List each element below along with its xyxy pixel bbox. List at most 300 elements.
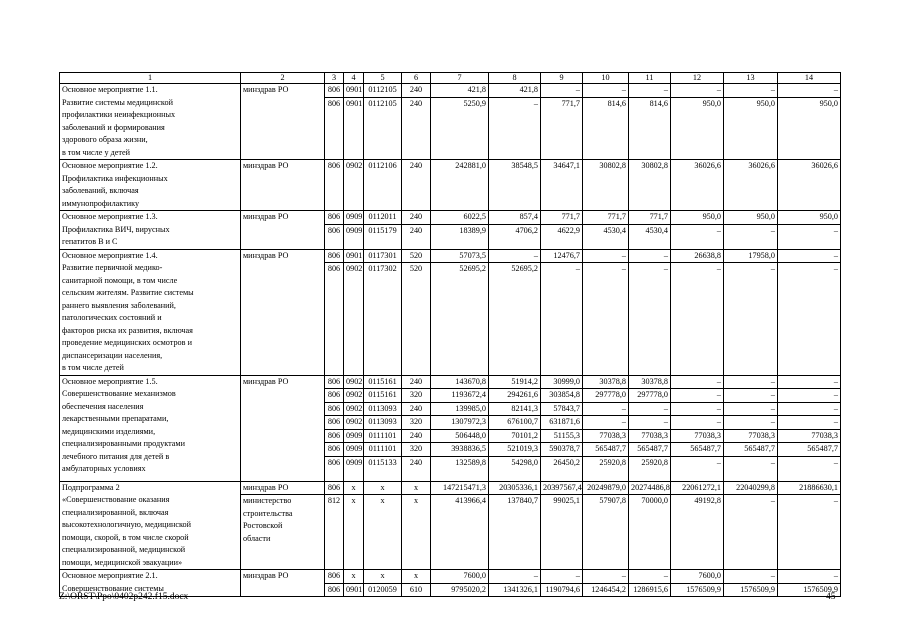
column-number-cell: 13 — [724, 73, 778, 84]
value-cell: – — [778, 402, 841, 416]
value-cell: 57907,8 — [583, 495, 629, 570]
value-cell: x — [364, 570, 402, 584]
value-cell: 4706,2 — [489, 224, 541, 249]
value-cell: 520 — [402, 263, 431, 376]
value-cell: x — [344, 495, 364, 570]
value-cell: – — [778, 570, 841, 584]
value-cell: 242881,0 — [431, 160, 489, 211]
value-cell: – — [724, 495, 778, 570]
description-line: факторов риска их развития, включая — [62, 325, 193, 335]
description-line: медицинскими изделиями, — [62, 426, 156, 436]
value-cell: 320 — [402, 416, 431, 430]
column-number-cell: 4 — [344, 73, 364, 84]
value-cell: 132589,8 — [431, 456, 489, 481]
value-cell: – — [778, 249, 841, 263]
value-cell: 0111101 — [364, 429, 402, 443]
value-cell: 7600,0 — [671, 570, 724, 584]
value-cell: 0112011 — [364, 211, 402, 225]
description-line: раннего выявления заболеваний, — [62, 300, 176, 310]
value-cell: – — [778, 263, 841, 376]
value-cell: 18389,9 — [431, 224, 489, 249]
value-cell: 49192,8 — [671, 495, 724, 570]
value-cell: 1286915,6 — [629, 583, 671, 597]
value-cell: 297778,0 — [629, 389, 671, 403]
value-cell: 950,0 — [778, 97, 841, 160]
program-description — [60, 84, 241, 160]
value-cell: 99025,1 — [541, 495, 583, 570]
value-cell: 565487,7 — [629, 443, 671, 457]
value-cell: – — [671, 263, 724, 376]
executor-line: минздрав РО — [243, 571, 289, 580]
value-cell: – — [489, 97, 541, 160]
table-row — [60, 84, 841, 98]
value-cell: 565487,7 — [724, 443, 778, 457]
value-cell: 0909 — [344, 211, 364, 225]
value-cell: 771,7 — [583, 211, 629, 225]
value-cell: 30999,0 — [541, 375, 583, 389]
executor-cell — [241, 570, 325, 597]
value-cell: 806 — [325, 570, 344, 584]
description-line: специализированной, включая — [62, 507, 169, 517]
table-row — [60, 481, 841, 495]
value-cell: 806 — [325, 249, 344, 263]
value-cell: 806 — [325, 456, 344, 481]
page-number: 45 — [826, 592, 836, 602]
value-cell: – — [541, 570, 583, 584]
value-cell: – — [629, 570, 671, 584]
executor-line: минздрав РО — [243, 376, 289, 386]
value-cell: 565487,7 — [671, 443, 724, 457]
column-number-cell: 6 — [402, 73, 431, 84]
value-cell: 30378,8 — [629, 375, 671, 389]
value-cell: 413966,4 — [431, 495, 489, 570]
value-cell: 0901 — [344, 97, 364, 160]
value-cell: 0902 — [344, 389, 364, 403]
value-cell: – — [583, 263, 629, 376]
value-cell: 421,8 — [489, 84, 541, 98]
description-line: Основное мероприятие 1.1. — [62, 85, 158, 94]
value-cell: – — [724, 416, 778, 430]
value-cell: 0117302 — [364, 263, 402, 376]
value-cell: – — [778, 224, 841, 249]
value-cell: 771,7 — [541, 97, 583, 160]
value-cell: 240 — [402, 375, 431, 389]
value-cell: x — [402, 570, 431, 584]
executor-cell — [241, 84, 325, 160]
value-cell: 303854,8 — [541, 389, 583, 403]
executor-line: минздрав РО — [243, 85, 289, 94]
program-description — [60, 481, 241, 570]
value-cell: 421,8 — [431, 84, 489, 98]
value-cell: 506448,0 — [431, 429, 489, 443]
value-cell: – — [778, 416, 841, 430]
description-line: Основное мероприятие 1.4. — [62, 250, 158, 260]
value-cell: 0115161 — [364, 389, 402, 403]
value-cell: 143670,8 — [431, 375, 489, 389]
description-line: помощи, медицинской эвакуации» — [62, 557, 183, 567]
value-cell: 950,0 — [778, 211, 841, 225]
value-cell: 240 — [402, 97, 431, 160]
value-cell: – — [629, 416, 671, 430]
executor-cell — [241, 481, 325, 495]
program-description — [60, 160, 241, 211]
value-cell: x — [344, 481, 364, 495]
column-number-cell: 2 — [241, 73, 325, 84]
value-cell: 294261,6 — [489, 389, 541, 403]
value-cell: 806 — [325, 97, 344, 160]
value-cell: 610 — [402, 583, 431, 597]
description-line: Профилактика инфекционных — [62, 173, 168, 183]
value-cell: 0909 — [344, 443, 364, 457]
value-cell: – — [541, 84, 583, 98]
value-cell: 0902 — [344, 263, 364, 376]
value-cell: 814,6 — [629, 97, 671, 160]
column-number-cell: 11 — [629, 73, 671, 84]
value-cell: 1307972,3 — [431, 416, 489, 430]
executor-cell — [241, 495, 325, 570]
value-cell: 25920,8 — [629, 456, 671, 481]
description-line: Основное мероприятие 1.3. — [62, 212, 158, 221]
value-cell: 137840,7 — [489, 495, 541, 570]
description-line: Профилактика ВИЧ, вирусных — [62, 224, 170, 234]
executor-cell — [241, 249, 325, 375]
value-cell: 38548,5 — [489, 160, 541, 211]
executor-line: области — [243, 533, 271, 543]
value-cell: 0120059 — [364, 583, 402, 597]
value-cell: 57073,5 — [431, 249, 489, 263]
table-row — [60, 160, 841, 211]
column-number-cell: 3 — [325, 73, 344, 84]
value-cell: 0901 — [344, 583, 364, 597]
column-number-cell: 12 — [671, 73, 724, 84]
description-line: Подпрограмма 2 — [62, 482, 120, 492]
value-cell: 240 — [402, 429, 431, 443]
value-cell: 77038,3 — [724, 429, 778, 443]
value-cell: 806 — [325, 443, 344, 457]
value-cell: – — [583, 249, 629, 263]
description-line: проведение медицинских осмотров и — [62, 338, 192, 347]
column-number-cell: 14 — [778, 73, 841, 84]
value-cell: 1246454,2 — [583, 583, 629, 597]
value-cell: 9795020,2 — [431, 583, 489, 597]
value-cell: 0902 — [344, 416, 364, 430]
value-cell: 17958,0 — [724, 249, 778, 263]
value-cell: 30378,8 — [583, 375, 629, 389]
value-cell: 4622,9 — [541, 224, 583, 249]
value-cell: 0113093 — [364, 416, 402, 430]
value-cell: – — [724, 263, 778, 376]
description-line: гепатитов В и С — [62, 237, 118, 246]
description-line: лечебного питания для детей в — [62, 451, 170, 461]
value-cell: 806 — [325, 263, 344, 376]
value-cell: 565487,7 — [583, 443, 629, 457]
table-header-row — [60, 73, 841, 84]
value-cell: – — [671, 389, 724, 403]
value-cell: x — [402, 495, 431, 570]
value-cell: 857,4 — [489, 211, 541, 225]
description-line: специализированной, медицинской — [62, 545, 186, 554]
value-cell: 52695,2 — [489, 263, 541, 376]
executor-line: минздрав РО — [243, 482, 289, 492]
value-cell: 52695,2 — [431, 263, 489, 376]
value-cell: 0902 — [344, 375, 364, 389]
value-cell: 771,7 — [629, 211, 671, 225]
value-cell: 520 — [402, 249, 431, 263]
value-cell: 806 — [325, 402, 344, 416]
value-cell: 51155,3 — [541, 429, 583, 443]
value-cell: – — [724, 402, 778, 416]
value-cell: 21886630,1 — [778, 481, 841, 495]
value-cell: – — [778, 84, 841, 98]
value-cell: – — [583, 416, 629, 430]
description-line: помощи, скорой, в том числе скорой — [62, 532, 189, 542]
executor-cell — [241, 375, 325, 481]
value-cell: 320 — [402, 443, 431, 457]
value-cell: – — [629, 84, 671, 98]
value-cell: 4530,4 — [629, 224, 671, 249]
value-cell: 30802,8 — [629, 160, 671, 211]
column-number-cell: 9 — [541, 73, 583, 84]
value-cell: 812 — [325, 495, 344, 570]
value-cell: – — [724, 456, 778, 481]
table-row — [60, 375, 841, 389]
column-number-cell: 1 — [60, 73, 241, 84]
value-cell: 806 — [325, 224, 344, 249]
value-cell: x — [344, 570, 364, 584]
value-cell: 139985,0 — [431, 402, 489, 416]
table-row — [60, 249, 841, 263]
executor-line: министерство — [243, 496, 292, 505]
value-cell: 30802,8 — [583, 160, 629, 211]
value-cell: 26638,8 — [671, 249, 724, 263]
description-line: Развитие первичной медико- — [62, 263, 163, 272]
description-line: «Совершенствование оказания — [62, 495, 170, 504]
value-cell: – — [583, 84, 629, 98]
value-cell: 0111101 — [364, 443, 402, 457]
value-cell: 20397567,4 — [541, 481, 583, 495]
value-cell: 77038,3 — [778, 429, 841, 443]
value-cell: – — [724, 570, 778, 584]
value-cell: – — [583, 402, 629, 416]
program-description — [60, 249, 241, 375]
value-cell: 806 — [325, 211, 344, 225]
description-line: заболеваний и формирования — [62, 122, 165, 132]
value-cell: 814,6 — [583, 97, 629, 160]
value-cell: 57843,7 — [541, 402, 583, 416]
value-cell: 70101,2 — [489, 429, 541, 443]
value-cell: 34647,1 — [541, 160, 583, 211]
value-cell: 1576509,9 — [778, 583, 841, 597]
budget-table — [59, 72, 841, 597]
value-cell: 20305336,1 — [489, 481, 541, 495]
table-row — [60, 570, 841, 584]
value-cell: 1576509,9 — [671, 583, 724, 597]
value-cell: 77038,3 — [583, 429, 629, 443]
value-cell: 950,0 — [671, 211, 724, 225]
executor-line: Ростовской — [243, 521, 283, 530]
value-cell: 240 — [402, 84, 431, 98]
value-cell: – — [724, 389, 778, 403]
value-cell: 806 — [325, 375, 344, 389]
value-cell: 521019,3 — [489, 443, 541, 457]
value-cell: 806 — [325, 416, 344, 430]
value-cell: 676100,7 — [489, 416, 541, 430]
value-cell: 25920,8 — [583, 456, 629, 481]
value-cell: 36026,6 — [724, 160, 778, 211]
value-cell: – — [629, 263, 671, 376]
description-line: амбулаторных условиях — [62, 464, 146, 473]
value-cell: 240 — [402, 402, 431, 416]
value-cell: 1190794,6 — [541, 583, 583, 597]
description-line: Основное мероприятие 2.1. — [62, 571, 158, 580]
value-cell: – — [724, 224, 778, 249]
program-description — [60, 211, 241, 250]
value-cell: 0909 — [344, 429, 364, 443]
value-cell: 950,0 — [724, 97, 778, 160]
column-number-cell: 7 — [431, 73, 489, 84]
value-cell: 0113093 — [364, 402, 402, 416]
description-line: здорового образа жизни, — [62, 135, 148, 144]
value-cell: – — [583, 570, 629, 584]
value-cell: 240 — [402, 211, 431, 225]
value-cell: – — [489, 249, 541, 263]
value-cell: – — [778, 389, 841, 403]
value-cell: 36026,6 — [778, 160, 841, 211]
column-number-cell: 5 — [364, 73, 402, 84]
description-line: Основное мероприятие 1.5. — [62, 376, 158, 386]
value-cell: – — [671, 416, 724, 430]
value-cell: 26450,2 — [541, 456, 583, 481]
value-cell: – — [541, 263, 583, 376]
value-cell: 6022,5 — [431, 211, 489, 225]
program-description — [60, 375, 241, 481]
value-cell: 54298,0 — [489, 456, 541, 481]
value-cell: – — [778, 375, 841, 389]
value-cell: – — [629, 402, 671, 416]
value-cell: 70000,0 — [629, 495, 671, 570]
value-cell: 950,0 — [671, 97, 724, 160]
description-line: высокотехнологичную, медицинской — [62, 520, 191, 529]
value-cell: 0909 — [344, 456, 364, 481]
value-cell: 806 — [325, 389, 344, 403]
value-cell: 806 — [325, 583, 344, 597]
value-cell: – — [671, 224, 724, 249]
executor-line: минздрав РО — [243, 212, 289, 221]
value-cell: 240 — [402, 160, 431, 211]
column-number-cell: 8 — [489, 73, 541, 84]
value-cell: 0117301 — [364, 249, 402, 263]
value-cell: – — [671, 375, 724, 389]
value-cell: – — [671, 84, 724, 98]
value-cell: 4530,4 — [583, 224, 629, 249]
value-cell: 0901 — [344, 84, 364, 98]
value-cell: – — [778, 456, 841, 481]
value-cell: – — [778, 495, 841, 570]
value-cell: 950,0 — [724, 211, 778, 225]
value-cell: 806 — [325, 160, 344, 211]
value-cell: 1341326,1 — [489, 583, 541, 597]
description-line: сельским жителям. Развитие системы — [62, 288, 194, 297]
value-cell: 82141,3 — [489, 402, 541, 416]
value-cell: – — [724, 84, 778, 98]
executor-line: строительства — [243, 508, 293, 518]
description-line: обеспечения населения — [62, 401, 144, 411]
value-cell: 806 — [325, 84, 344, 98]
value-cell: – — [724, 375, 778, 389]
value-cell: 0909 — [344, 224, 364, 249]
value-cell: 0112106 — [364, 160, 402, 211]
value-cell: 0115179 — [364, 224, 402, 249]
executor-line: минздрав РО — [243, 161, 289, 170]
value-cell: 5250,9 — [431, 97, 489, 160]
description-line: специализированными продуктами — [62, 439, 185, 448]
value-cell: 1193672,4 — [431, 389, 489, 403]
value-cell: 20274486,8 — [629, 481, 671, 495]
value-cell: 51914,2 — [489, 375, 541, 389]
value-cell: 565487,7 — [778, 443, 841, 457]
value-cell: – — [671, 402, 724, 416]
value-cell: 771,7 — [541, 211, 583, 225]
value-cell: 7600,0 — [431, 570, 489, 584]
column-number-cell: 10 — [583, 73, 629, 84]
value-cell: – — [489, 570, 541, 584]
value-cell: 0115161 — [364, 375, 402, 389]
executor-cell — [241, 160, 325, 211]
value-cell: 77038,3 — [629, 429, 671, 443]
description-line: иммунопрофилактику — [62, 198, 140, 208]
value-cell: 20249879,0 — [583, 481, 629, 495]
value-cell: 320 — [402, 389, 431, 403]
value-cell: – — [629, 249, 671, 263]
value-cell: x — [364, 481, 402, 495]
value-cell: 12476,7 — [541, 249, 583, 263]
value-cell: 77038,3 — [671, 429, 724, 443]
value-cell: 806 — [325, 481, 344, 495]
value-cell: 3938836,5 — [431, 443, 489, 457]
description-line: в том числе детей — [62, 363, 124, 372]
value-cell: 0112105 — [364, 84, 402, 98]
value-cell: 147215471,3 — [431, 481, 489, 495]
value-cell: 0112105 — [364, 97, 402, 160]
value-cell: 590378,7 — [541, 443, 583, 457]
description-line: Совершенствование механизмов — [62, 389, 176, 398]
value-cell: x — [402, 481, 431, 495]
value-cell: 36026,6 — [671, 160, 724, 211]
description-line: Развитие системы медицинской — [62, 97, 173, 107]
table-row — [60, 211, 841, 225]
value-cell: 297778,0 — [583, 389, 629, 403]
description-line: Совершенствование системы — [62, 583, 164, 593]
value-cell: 240 — [402, 224, 431, 249]
file-path: Z:\ORST\Ppo\0402p242.f15.docx — [59, 592, 189, 602]
value-cell: 22040299,8 — [724, 481, 778, 495]
value-cell: 0902 — [344, 402, 364, 416]
table-body — [60, 73, 841, 597]
description-line: патологических состояний и — [62, 313, 162, 322]
value-cell: 0901 — [344, 249, 364, 263]
value-cell: x — [364, 495, 402, 570]
description-line: санитарной помощи, в том числе — [62, 275, 178, 285]
executor-cell — [241, 211, 325, 250]
description-line: в том числе у детей — [62, 147, 130, 157]
value-cell: 0902 — [344, 160, 364, 211]
description-line: профилактики неинфекционных — [62, 110, 176, 119]
value-cell: 1576509,9 — [724, 583, 778, 597]
value-cell: 631871,6 — [541, 416, 583, 430]
description-line: диспансеризации населения, — [62, 350, 163, 360]
description-line: Основное мероприятие 1.2. — [62, 161, 158, 170]
value-cell: 22061272,1 — [671, 481, 724, 495]
